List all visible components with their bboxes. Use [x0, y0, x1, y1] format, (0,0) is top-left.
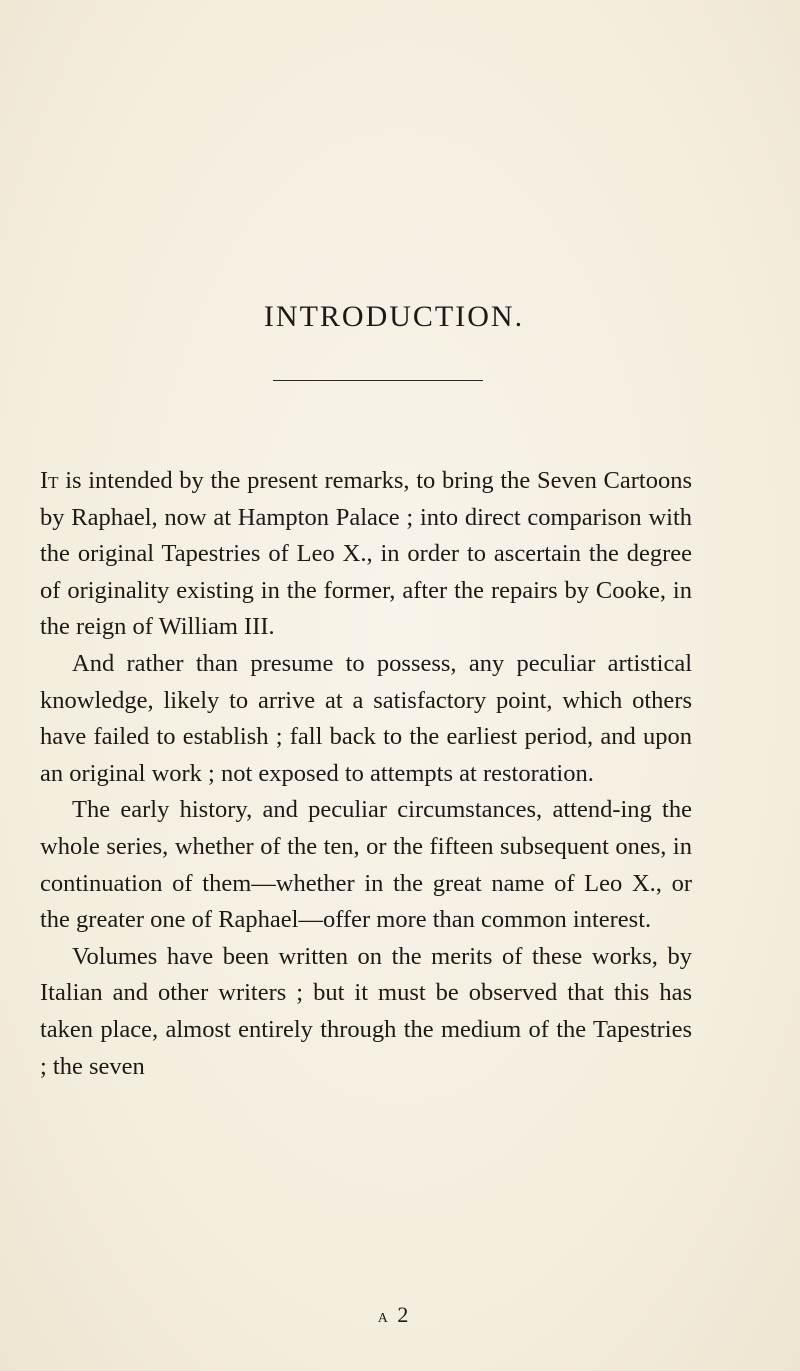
paragraph-1-lead: It [40, 467, 59, 494]
signature-number: 2 [397, 1302, 411, 1327]
paragraph-3: The early history, and peculiar circumstances, attend-ing the whole series, whether of the ten, or the fifteen subsequent ones, in continuation of them—whether in the great name of Leo X., or the greater one of Raphael—offer more than common interest. [40, 796, 692, 934]
paragraph-1-text: is intended by the present remarks, to bring the Seven Cartoons by Raphael, now at Hampton Palace ; into direct comparison with the original Tapestries of Leo X., in order to ascertain the degree of originality existing in the former, after the repairs by Cooke, in the reign of William III. [40, 467, 692, 641]
paragraph-4: Volumes have been written on the merits of these works, by Italian and other writers ; but it must be observed that this has taken place, almost entirely through the medium of the Tapestries ; the seven [40, 942, 692, 1080]
heading-rule [273, 380, 483, 381]
paragraph-1 [40, 463, 692, 646]
paragraph-2: And rather than presume to possess, any peculiar artistical knowledge, likely to arrive at a satisfactory point, which others have failed to establish ; fall back to the earliest period, and upon an original work ; not exposed to attempts at restoration. [40, 649, 692, 787]
body-text [40, 463, 692, 1085]
page-heading: INTRODUCTION. [263, 300, 525, 333]
signature-mark [0, 1302, 800, 1328]
signature-letter: a [377, 1305, 390, 1327]
